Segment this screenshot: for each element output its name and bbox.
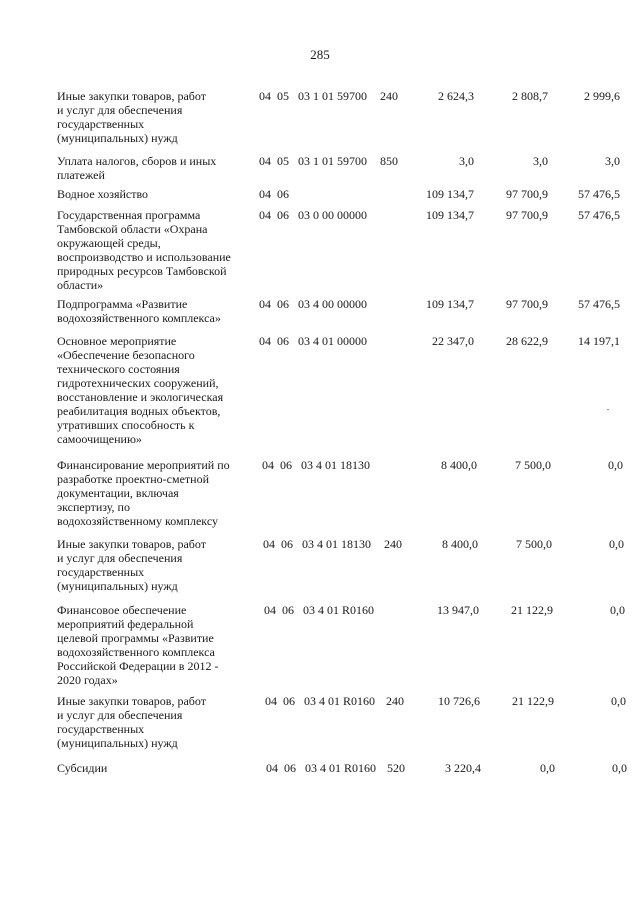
razdel-code: 04: [263, 537, 275, 551]
row-name-line: области»: [57, 278, 104, 292]
row-name-line: водохозяйственному комплексу: [57, 514, 218, 528]
amount-year-3: 0,0: [610, 603, 625, 617]
amount-year-1: 10 726,6: [438, 694, 480, 708]
amount-year-2: 28 622,9: [506, 334, 548, 348]
row-name-line: Тамбовской области «Охрана: [57, 222, 208, 236]
row-name-line: разработке проектно-сметной: [57, 472, 210, 486]
row-name: [57, 694, 257, 750]
row-name-line: государственных: [57, 565, 145, 579]
row-name-line: Финансирование мероприятий по: [57, 458, 230, 472]
row-name-line: 2020 годах»: [57, 673, 118, 687]
row-name-line: Государственная программа: [57, 208, 201, 222]
razdel-code: 04: [266, 761, 278, 775]
row-name-line: (муниципальных) нужд: [57, 131, 178, 145]
row-name-line: гидротехнических сооружений,: [57, 376, 219, 390]
razdel-code: 04: [259, 334, 271, 348]
amount-year-2: 3,0: [533, 154, 548, 168]
amount-year-1: 109 134,7: [426, 208, 474, 222]
razdel-code: 04: [259, 187, 271, 201]
target-article-code: 03 4 00 00000: [298, 297, 367, 311]
row-name-line: Иные закупки товаров, работ: [57, 694, 206, 708]
row-name-line: Российской Федерации в 2012 -: [57, 659, 219, 673]
amount-year-3: 0,0: [609, 537, 624, 551]
amount-year-2: 97 700,9: [506, 208, 548, 222]
razdel-code: 04: [259, 89, 271, 103]
row-name-line: Финансовое обеспечение: [57, 603, 187, 617]
amount-year-3: 0,0: [608, 458, 623, 472]
row-name-line: и услуг для обеспечения: [57, 551, 183, 565]
row-name-line: природных ресурсов Тамбовской: [57, 264, 227, 278]
podrazdel-code: 06: [282, 603, 294, 617]
row-name-line: технического состояния: [57, 362, 180, 376]
scan-speck: [607, 409, 609, 410]
row-name: [57, 187, 257, 201]
expense-type-code: 240: [386, 694, 404, 708]
amount-year-3: 57 476,5: [578, 187, 620, 201]
amount-year-3: 0,0: [612, 761, 627, 775]
amount-year-1: 109 134,7: [426, 187, 474, 201]
amount-year-2: 2 808,7: [512, 89, 548, 103]
row-name-line: Основное мероприятие: [57, 334, 177, 348]
row-name-line: экспертизу, по: [57, 500, 130, 514]
amount-year-1: 8 400,0: [441, 458, 477, 472]
row-name-line: целевой программы «Развитие: [57, 631, 214, 645]
amount-year-1: 109 134,7: [426, 297, 474, 311]
razdel-code: 04: [259, 154, 271, 168]
amount-year-3: 57 476,5: [578, 297, 620, 311]
row-name-line: (муниципальных) нужд: [57, 736, 178, 750]
target-article-code: 03 4 01 R0160: [304, 694, 376, 708]
amount-year-3: 14 197,1: [578, 334, 620, 348]
podrazdel-code: 06: [277, 187, 289, 201]
row-name: [57, 89, 257, 145]
row-name-line: реабилитация водных объектов,: [57, 404, 221, 418]
target-article-code: 03 0 00 00000: [298, 208, 367, 222]
amount-year-1: 3 220,4: [445, 761, 481, 775]
target-article-code: 03 1 01 59700: [298, 154, 367, 168]
row-name: [57, 297, 257, 325]
expense-type-code: 850: [380, 154, 398, 168]
row-name-line: Субсидии: [57, 761, 108, 775]
row-name: [57, 537, 257, 593]
amount-year-1: 8 400,0: [442, 537, 478, 551]
amount-year-2: 0,0: [540, 761, 555, 775]
target-article-code: 03 4 01 R0160: [305, 761, 377, 775]
amount-year-1: 3,0: [459, 154, 474, 168]
row-name-line: Иные закупки товаров, работ: [57, 537, 206, 551]
row-name-line: окружающей среды,: [57, 236, 161, 250]
amount-year-3: 3,0: [605, 154, 620, 168]
row-name-line: (муниципальных) нужд: [57, 579, 178, 593]
row-name-line: государственных: [57, 117, 145, 131]
podrazdel-code: 06: [277, 297, 289, 311]
razdel-code: 04: [262, 458, 274, 472]
expense-type-code: 240: [380, 89, 398, 103]
podrazdel-code: 06: [283, 694, 295, 708]
target-article-code: 03 4 01 18130: [301, 458, 370, 472]
row-name-line: Иные закупки товаров, работ: [57, 89, 206, 103]
row-name-line: водохозяйственного комплекса»: [57, 311, 221, 325]
row-name-line: водохозяйственного комплекса: [57, 645, 215, 659]
row-name: [57, 208, 257, 292]
row-name-line: мероприятий федеральной: [57, 617, 194, 631]
page-number: 285: [310, 47, 330, 62]
amount-year-2: 7 500,0: [516, 537, 552, 551]
razdel-code: 04: [265, 694, 277, 708]
podrazdel-code: 06: [281, 537, 293, 551]
amount-year-2: 97 700,9: [506, 187, 548, 201]
podrazdel-code: 06: [277, 334, 289, 348]
row-name-line: и услуг для обеспечения: [57, 708, 183, 722]
row-name: [57, 458, 257, 528]
row-name-line: «Обеспечение безопасного: [57, 348, 195, 362]
expense-type-code: 240: [384, 537, 402, 551]
row-name-line: Подпрограмма «Развитие: [57, 297, 188, 311]
row-name-line: и услуг для обеспечения: [57, 103, 183, 117]
amount-year-2: 21 122,9: [512, 694, 554, 708]
amount-year-1: 2 624,3: [438, 89, 474, 103]
row-name-line: Уплата налогов, сборов и иных: [57, 154, 217, 168]
row-name-line: воспроизводство и использование: [57, 250, 231, 264]
amount-year-3: 57 476,5: [578, 208, 620, 222]
row-name: [57, 334, 257, 446]
row-name: [57, 154, 257, 182]
target-article-code: 03 4 01 R0160: [303, 603, 375, 617]
razdel-code: 04: [259, 208, 271, 222]
amount-year-3: 2 999,6: [584, 89, 620, 103]
row-name: [57, 761, 257, 775]
row-name-line: платежей: [57, 168, 105, 182]
amount-year-2: 7 500,0: [515, 458, 551, 472]
row-name-line: документации, включая: [57, 486, 179, 500]
amount-year-1: 13 947,0: [437, 603, 479, 617]
row-name-line: самоочищению»: [57, 432, 142, 446]
row-name: [57, 603, 257, 687]
podrazdel-code: 05: [277, 154, 289, 168]
row-name-line: государственных: [57, 722, 145, 736]
amount-year-2: 21 122,9: [511, 603, 553, 617]
target-article-code: 03 4 01 18130: [302, 537, 371, 551]
podrazdel-code: 06: [280, 458, 292, 472]
expense-type-code: 520: [387, 761, 405, 775]
podrazdel-code: 06: [284, 761, 296, 775]
razdel-code: 04: [259, 297, 271, 311]
amount-year-2: 97 700,9: [506, 297, 548, 311]
amount-year-1: 22 347,0: [432, 334, 474, 348]
podrazdel-code: 05: [277, 89, 289, 103]
podrazdel-code: 06: [277, 208, 289, 222]
target-article-code: 03 1 01 59700: [298, 89, 367, 103]
target-article-code: 03 4 01 00000: [298, 334, 367, 348]
row-name-line: утративших способность к: [57, 418, 195, 432]
razdel-code: 04: [264, 603, 276, 617]
amount-year-3: 0,0: [611, 694, 626, 708]
row-name-line: Водное хозяйство: [57, 187, 149, 201]
row-name-line: восстановление и экологическая: [57, 390, 224, 404]
